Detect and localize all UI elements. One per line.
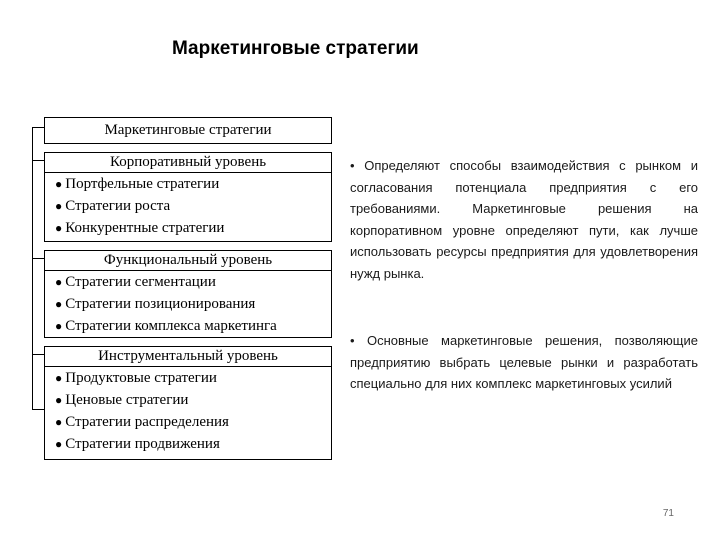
instrumental-level-title: Инструментальный уровень <box>45 347 331 367</box>
marketing-strategies-label: Маркетинговые стратегии <box>104 122 272 138</box>
bullet-icon: ● <box>55 297 63 311</box>
list-item: ● Стратегии продвижения <box>55 436 220 452</box>
bullet-icon: ● <box>55 437 63 451</box>
bullet-icon: ● <box>55 319 63 333</box>
list-item: ● Портфельные стратегии <box>55 176 220 192</box>
instrumental-description: • Основные маркетинговые решения, позволяющие предприятию выбрать целевые рынки и разработать специально для них комплекс маркетинговых усилий <box>350 333 698 391</box>
connector-tick-functional <box>32 258 44 259</box>
corporate-level-box <box>44 152 332 242</box>
list-item: ● Ценовые стратегии <box>55 392 189 408</box>
functional-level-title: Функциональный уровень <box>45 251 331 271</box>
list-item: ● Стратегии комплекса маркетинга <box>55 318 277 334</box>
corporate-level-title: Корпоративный уровень <box>45 153 331 173</box>
diagram-connector <box>32 127 33 410</box>
connector-tick-instrumental <box>32 354 44 355</box>
connector-tick-corporate <box>32 160 44 161</box>
list-item: ● Стратегии сегментации <box>55 274 216 290</box>
list-item: ● Стратегии роста <box>55 198 171 214</box>
list-item: ● Стратегии распределения <box>55 414 229 430</box>
marketing-strategies-box <box>44 117 332 144</box>
page-title: Маркетинговые стратегии <box>172 38 419 59</box>
bullet-icon: ● <box>55 177 63 191</box>
list-item: ● Продуктовые стратегии <box>55 370 217 386</box>
bullet-icon: ● <box>55 393 63 407</box>
instrumental-level-box <box>44 346 332 460</box>
corporate-description: • Определяют способы взаимодействия с рынком и согласования потенциала предприятия с его требованиями. Маркетинговые решения на корпоративном уровне определяют пути, как лучше использовать ресурсы предприятия для удовлетворения нужд рынка. <box>350 158 698 281</box>
bullet-icon: ● <box>55 221 63 235</box>
list-item: ● Конкурентные стратегии <box>55 220 225 236</box>
connector-tick-top <box>32 127 44 128</box>
bullet-icon: ● <box>55 275 63 289</box>
list-item: ● Стратегии позиционирования <box>55 296 256 312</box>
bullet-icon: ● <box>55 371 63 385</box>
bullet-icon: ● <box>55 199 63 213</box>
bullet-icon: ● <box>55 415 63 429</box>
page-number: 71 <box>662 508 674 519</box>
connector-tick-bottom <box>32 409 44 410</box>
functional-level-box <box>44 250 332 338</box>
